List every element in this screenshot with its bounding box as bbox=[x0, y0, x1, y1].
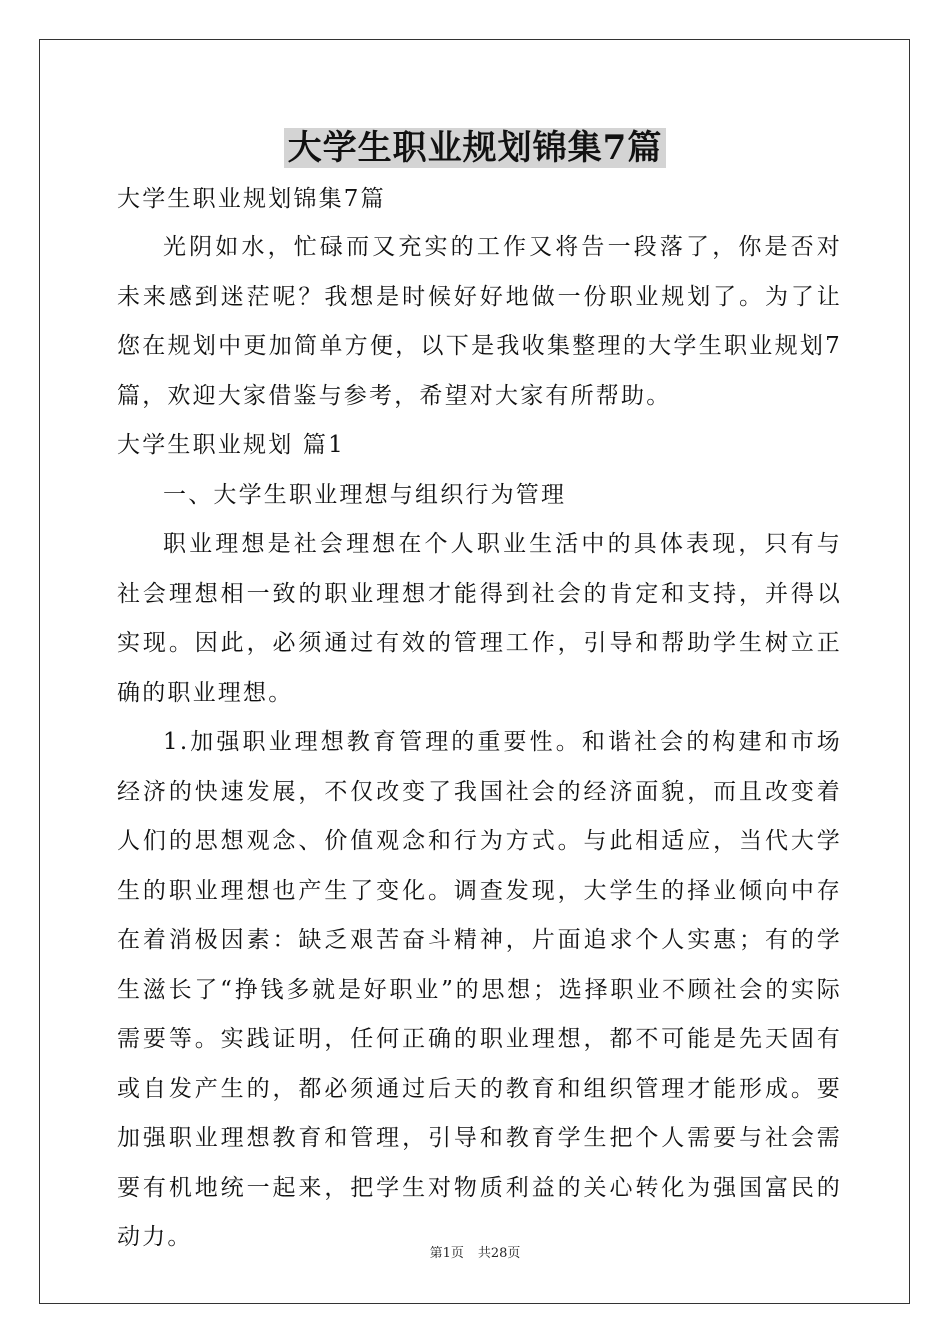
paragraph-body: 1.加强职业理想教育管理的重要性。和谐社会的构建和市场经济的快速发展，不仅改变了我国社会的经济面貌，而且改变着人们的思想观念、价值观念和行为方式。与此相适应，当代大学生的职业理想也产生了变化。调查发现，大学生的择业倾向中存在着消极因素：缺乏艰苦奋斗精神，片面追求个人实惠；有的学生滋长了“挣钱多就是好职业”的思想；选择职业不顾社会的实际需要等。实践证明，任何正确的职业理想，都不可能是先天固有或自发产生的，都必须通过后天的教育和组织管理才能形成。要加强职业理想教育和管理，引导和教育学生把个人需要与社会需要有机地统一起来，把学生对物质利益的关心转化为强国富民的动力。 bbox=[117, 729, 842, 1250]
section-heading: 大学生职业规划 篇1 bbox=[117, 432, 345, 458]
document-body bbox=[117, 176, 842, 1263]
page-total: 共28页 bbox=[477, 1246, 521, 1261]
page-footer bbox=[0, 1245, 950, 1263]
document-title-text: 大学生职业规划锦集7篇 bbox=[284, 128, 667, 168]
paragraph-subtitle: 大学生职业规划锦集7篇 bbox=[117, 186, 386, 212]
paragraph-intro: 光阴如水，忙碌而又充实的工作又将告一段落了，你是否对未来感到迷茫呢？我想是时候好好地做一份职业规划了。为了让您在规划中更加简单方便，以下是我收集整理的大学生职业规划7篇，欢迎大家借鉴与参考，希望对大家有所帮助。 bbox=[117, 234, 842, 409]
subsection-heading: 一、大学生职业理想与组织行为管理 bbox=[163, 481, 567, 508]
paragraph-body: 职业理想是社会理想在个人职业生活中的具体表现，只有与社会理想相一致的职业理想才能得到社会的肯定和支持，并得以实现。因此，必须通过有效的管理工作，引导和帮助学生树立正确的职业理想。 bbox=[117, 531, 842, 706]
document-title bbox=[0, 124, 950, 172]
page-number: 第1页 bbox=[429, 1246, 464, 1261]
